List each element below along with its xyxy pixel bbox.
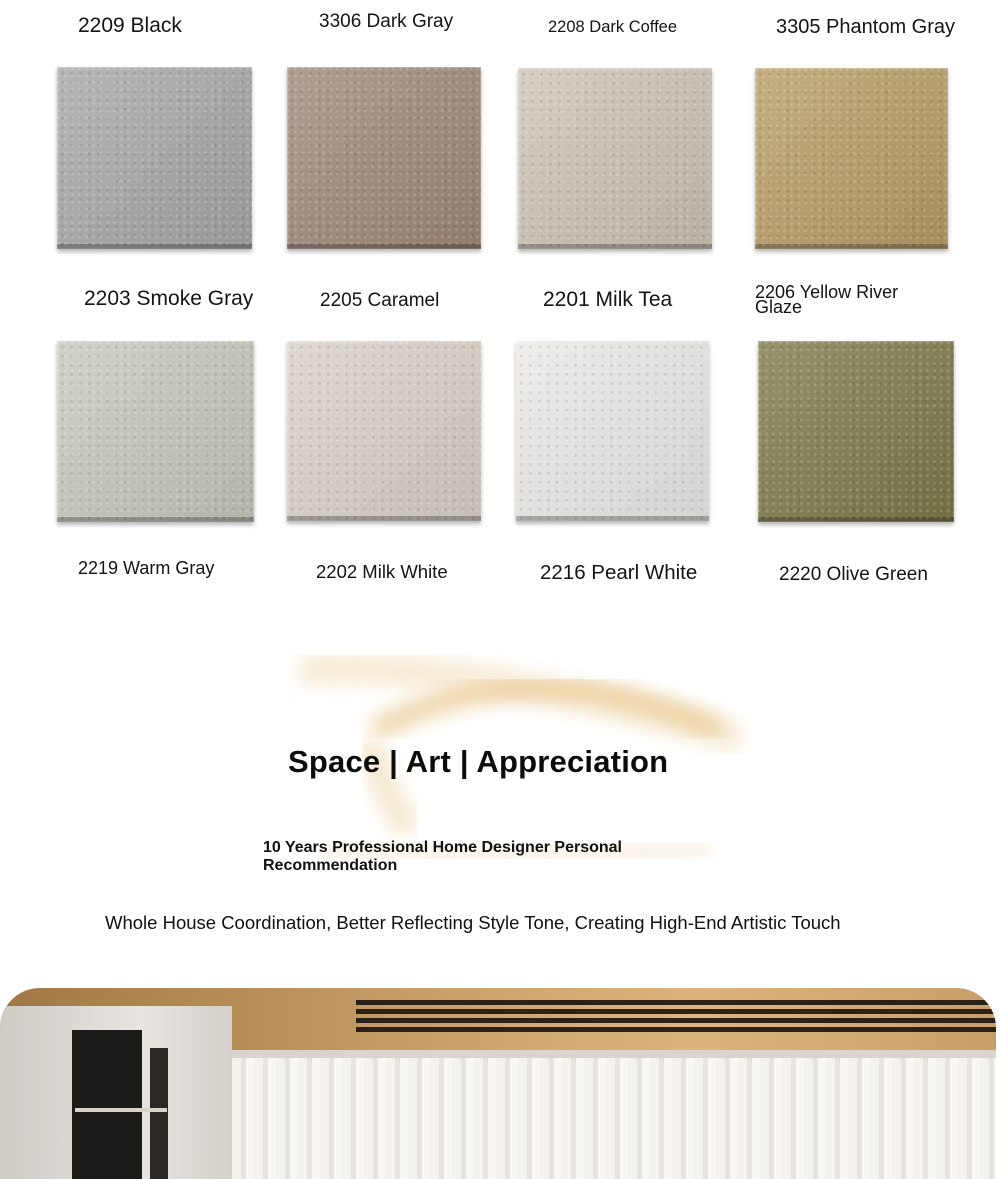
swatch-label-2202-milk-white: 2202 Milk White bbox=[316, 561, 448, 582]
dark-cabinet-edge bbox=[150, 1048, 168, 1179]
swatch-label-2220-olive-green: 2220 Olive Green bbox=[779, 564, 928, 585]
swatch-label-3306-dark-gray: 3306 Dark Gray bbox=[319, 11, 454, 32]
swatch-2201-milk-tea bbox=[516, 341, 709, 521]
cabinet-shelf-line bbox=[75, 1108, 167, 1112]
section-subtitle: 10 Years Professional Home Designer Personal Recommendation bbox=[263, 839, 622, 874]
swatch-label-3305-phantom-gray: 3305 Phantom Gray bbox=[776, 16, 955, 38]
swatch-label-2216-pearl-white: 2216 Pearl White bbox=[540, 561, 698, 584]
swatch-label-2208-dark-coffee: 2208 Dark Coffee bbox=[548, 18, 678, 36]
swatch-2209-black bbox=[57, 67, 252, 249]
swatch-label-2209-black: 2209 Black bbox=[78, 14, 182, 37]
swatch-2208-dark-coffee bbox=[518, 68, 712, 249]
section-tagline: Whole House Coordination, Better Reflecting Style Tone, Creating High-End Artistic Touch bbox=[105, 912, 841, 933]
swatch-label-2219-warm-gray: 2219 Warm Gray bbox=[78, 558, 215, 578]
swatch-2206-yellow-river-glaze bbox=[758, 341, 954, 522]
sheer-curtain bbox=[232, 1058, 996, 1179]
swatch-label-2206-yellow-river-glaze: 2206 Yellow River Glaze bbox=[755, 282, 899, 317]
swatch-label-2203-smoke-gray: 2203 Smoke Gray bbox=[84, 287, 254, 310]
swatch-label-2205-caramel: 2205 Caramel bbox=[320, 290, 440, 311]
section-title: Space | Art | Appreciation bbox=[288, 744, 669, 779]
swatch-2205-caramel bbox=[287, 341, 481, 521]
swatch-2203-smoke-gray bbox=[57, 341, 254, 522]
swatch-label-2201-milk-tea: 2201 Milk Tea bbox=[543, 288, 673, 311]
swatch-3305-phantom-gray bbox=[755, 68, 948, 249]
ceiling-vent-slats bbox=[356, 998, 996, 1038]
curtain-track bbox=[232, 1050, 996, 1058]
interior-photo bbox=[0, 988, 996, 1179]
swatch-3306-dark-gray bbox=[287, 67, 481, 249]
dark-cabinet bbox=[72, 1030, 142, 1179]
